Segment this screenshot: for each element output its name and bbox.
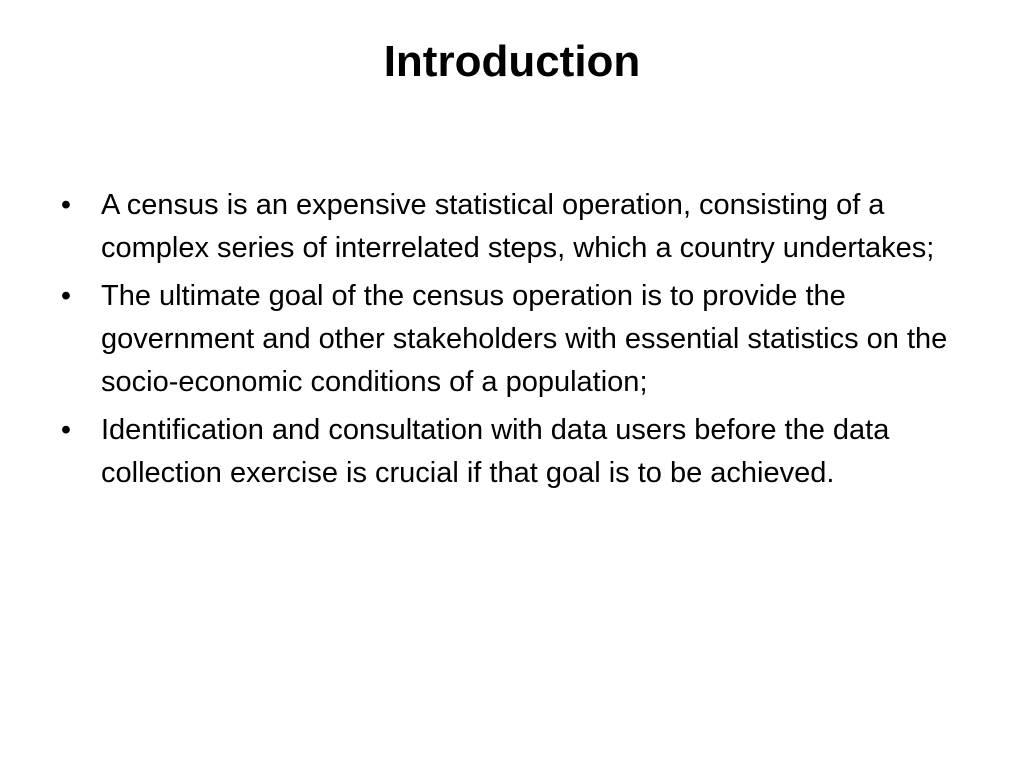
bullet-text: A census is an expensive statistical operation, consisting of a complex series of interrelated steps, which a country undertakes; <box>101 189 935 264</box>
bullet-item <box>56 409 966 495</box>
bullet-text: The ultimate goal of the census operation is to provide the government and other stakeholders with essential statistics on the socio-economic conditions of a population; <box>101 280 948 398</box>
slide-title: Introduction <box>383 37 641 86</box>
bullet-item <box>56 275 966 404</box>
bullet-list <box>56 184 966 500</box>
bullet-icon: • <box>60 189 72 221</box>
bullet-icon: • <box>60 414 72 446</box>
bullet-text: Identification and consultation with data users before the data collection exercise is crucial if that goal is to be achieved. <box>101 414 890 489</box>
bullet-item <box>56 184 966 270</box>
bullet-icon: • <box>60 280 72 312</box>
